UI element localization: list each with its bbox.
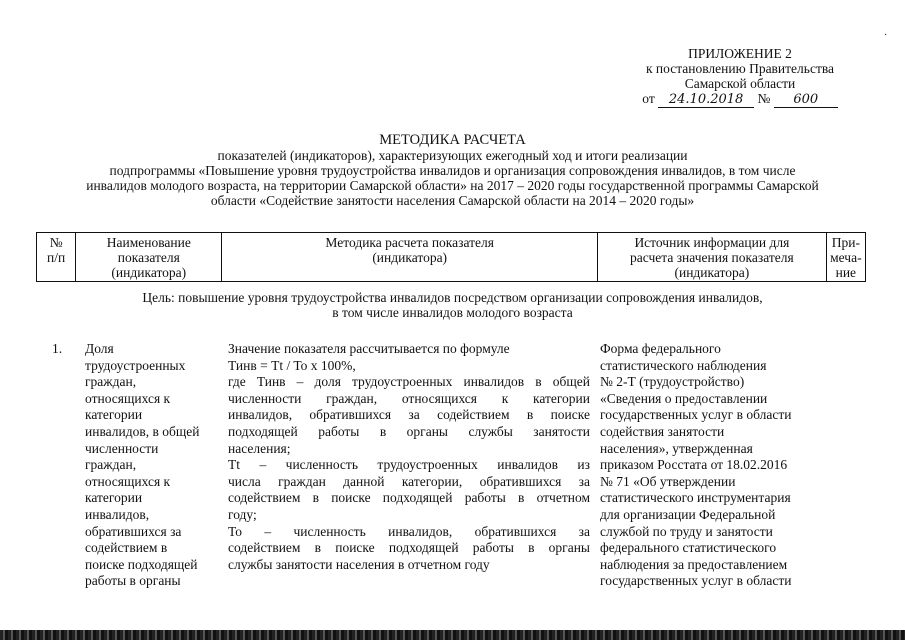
scan-speck: · (884, 30, 888, 41)
document-title (0, 133, 905, 208)
appendix-line: к постановлению Правительства (645, 61, 835, 76)
title-line: показателей (индикаторов), характеризующих ежегодный ход и итоги реализации (217, 148, 688, 163)
appendix-title: ПРИЛОЖЕНИЕ 2 (688, 46, 792, 61)
number-label: № (757, 91, 771, 106)
indicator-table-header (36, 232, 866, 282)
information-source: Форма федерального статистического наблюдения № 2-Т (трудоустройство) «Сведения о предоставлении государственных услуг в области содействия занятости населения», утвержденная приказом Росстата от 18.02.2016 № 71 «Об утверждении статистического инструментария для организации Федеральной службой по труду и занятости федерального статистического наблюдения за предоставлением государственных услуг в области (600, 341, 792, 589)
indicator-name: Доля трудоустроенных граждан, относящихся к категории инвалидов, в общей численности граждан, относящихся к категории инвалидов, обратившихся за содействием в поиске подходящей работы в органы (85, 341, 200, 589)
title-line: области «Содействие занятости населения Самарской области на 2014 – 2020 годы» (210, 193, 695, 208)
header-number: № п/п (37, 233, 76, 282)
header-note: При- меча- ние (826, 233, 865, 282)
scan-bottom-edge (0, 630, 905, 640)
goal-line: Цель: повышение уровня трудоустройства инвалидов посредством организации сопровождения инвалидов, (142, 290, 763, 305)
calculation-method: Значение показателя рассчитывается по формуле Тинв = Tt / To x 100%, где Тинв – доля трудоустроенных инвалидов в общей численности граждан, относящихся к категории инвалидов, обратившихся за содействием в поиске подходящей работы в органы службы занятости населения; Tt – численность трудоустроенных инвалидов из числа граждан данной категории, обратившихся за содействием в поиске подходящей работы в отчетном году; То – численность инвалидов, обратившихся за содействием в поиске подходящей работы в органы службы занятости населения в отчетном году (228, 341, 590, 572)
handwritten-date: 24.10.2018 (658, 92, 754, 108)
header-name: Наименование показателя (индикатора) (76, 233, 222, 282)
goal-line: в том числе инвалидов молодого возраста (332, 305, 573, 320)
appendix-line: Самарской области (684, 76, 796, 91)
header-method: Методика расчета показателя (индикатора) (222, 233, 598, 282)
appendix-date-line (610, 91, 870, 108)
from-label: от (642, 91, 655, 106)
row-number: 1. (52, 341, 63, 356)
appendix-block (610, 46, 870, 108)
handwritten-number: 600 (774, 92, 838, 108)
header-source: Источник информации для расчета значения показателя (индикатора) (598, 233, 827, 282)
title-line: подпрограммы «Повышение уровня трудоустройства инвалидов и организация сопровождения инвалидов, в том числе (109, 163, 796, 178)
title-line: инвалидов молодого возраста, на территории Самарской области» на 2017 – 2020 годы государственной программы Самарской (86, 178, 819, 193)
goal-statement (0, 290, 905, 320)
title-heading: МЕТОДИКА РАСЧЕТА (379, 132, 526, 148)
table-header-row (37, 233, 866, 282)
